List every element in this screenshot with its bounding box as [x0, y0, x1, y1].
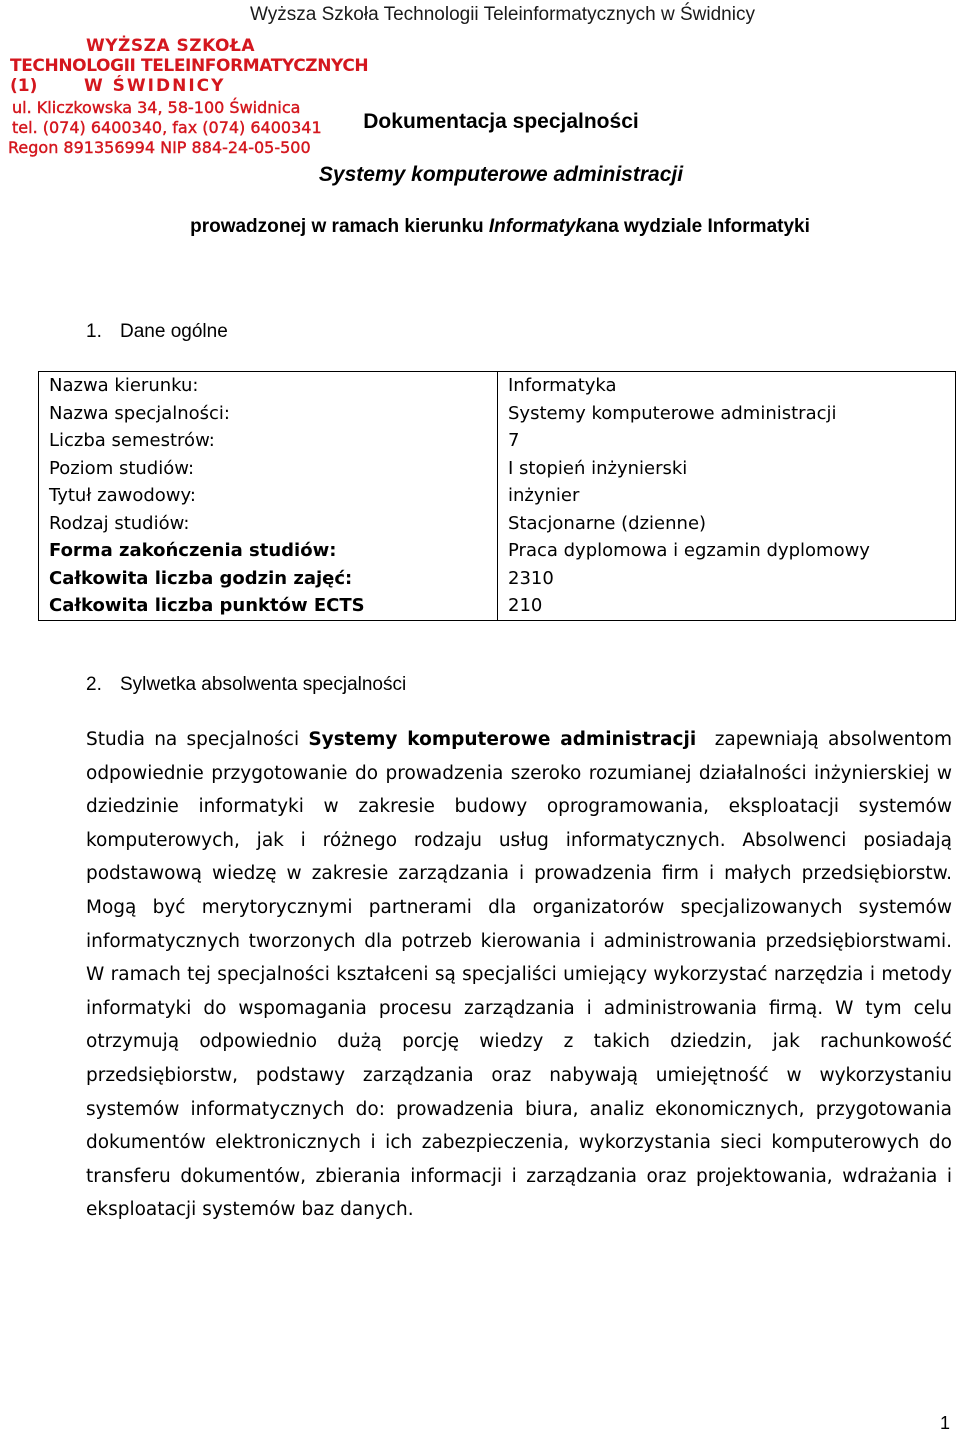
- row-value: Praca dyplomowa i egzamin dyplomowy: [498, 537, 956, 565]
- document-title: Dokumentacja specjalności: [363, 110, 639, 133]
- section-2-number: 2.: [86, 674, 102, 695]
- context-before: prowadzonej w ramach kierunku: [190, 216, 489, 237]
- specialty-title: Systemy komputerowe administracji: [318, 163, 684, 186]
- general-data-table: [38, 371, 956, 621]
- graduate-profile-paragraph: [86, 723, 958, 1227]
- stamp-line-3-prefix: (1): [10, 76, 38, 96]
- table-row: [39, 592, 956, 620]
- table-row: [39, 427, 956, 455]
- section-1-title: Dane ogólne: [120, 321, 228, 342]
- row-value: 210: [498, 592, 956, 620]
- row-label: Rodzaj studiów:: [49, 512, 190, 534]
- paragraph-specialty-name: Systemy komputerowe administracji: [308, 729, 697, 750]
- table-row: [39, 537, 956, 565]
- table-row: [39, 400, 956, 428]
- institution-stamp: [8, 36, 369, 160]
- row-label: Całkowita liczba punktów ECTS: [49, 595, 365, 617]
- context-line: [0, 216, 960, 238]
- running-header: Wyższa Szkoła Technologii Teleinformatycznych w Świdnicy: [250, 4, 755, 25]
- table-row: [39, 482, 956, 510]
- context-field: Informatyka: [488, 216, 597, 237]
- row-value: Informatyka: [498, 372, 956, 400]
- stamp-line-5: tel. (074) 6400340, fax (074) 6400341: [12, 118, 322, 137]
- row-value: inżynier: [498, 482, 956, 510]
- page-number: 1: [940, 1413, 951, 1433]
- stamp-line-2: TECHNOLOGII TELEINFORMATYCZNYCH: [10, 56, 369, 76]
- row-label: Nazwa specjalności:: [49, 402, 230, 424]
- row-label: Liczba semestrów:: [49, 430, 215, 452]
- stamp-line-1: WYŻSZA SZKOŁA: [86, 36, 256, 56]
- row-label: Nazwa kierunku:: [49, 375, 199, 397]
- row-label: Forma zakończenia studiów:: [49, 540, 337, 562]
- row-label: Całkowita liczba godzin zajęć:: [49, 567, 353, 589]
- row-value: Systemy komputerowe administracji: [498, 400, 956, 428]
- section-2-heading: [86, 674, 406, 696]
- stamp-line-4: ul. Kliczkowska 34, 58-100 Świdnica: [12, 98, 301, 117]
- row-value: I stopień inżynierski: [498, 455, 956, 483]
- row-label: Tytuł zawodowy:: [49, 485, 196, 507]
- section-1-heading: [86, 321, 228, 343]
- section-2-title: Sylwetka absolwenta specjalności: [120, 674, 407, 695]
- paragraph-body: zapewniają absolwentom odpowiednie przygotowanie do prowadzenia szeroko rozumianej działalności inżynierskiej w dziedzinie informatyki w zakresie budowy oprogramowania, eksploatacji systemów komputerowych, jak i różnego rodzaju usług informatycznych. Absolwenci posiadają podstawową wiedzę w zakresie zarządzania i prowadzenia firm i małych przedsiębiorstw. Mogą być merytorycznymi partnerami dla organizatorów specjalizowanych systemów informatycznych tworzonych dla potrzeb kierowania i administrowania przedsiębiorstwami. W ramach tej specjalności kształceni są specjaliści umiejący wykorzystać narzędzia i metody informatyki do wspomagania procesu zarządzania i administrowania firmą. W tym celu otrzymują odpowiednio dużą porcję wiedzy z takich dziedzin, jak rachunkowość przedsiębiorstw, podstawy zarządzania oraz nabywają umiejętność w wykorzystaniu systemów informatycznych do: prowadzenia biura, analiz ekonomicznych, przygotowania dokumentów elektronicznych i ich zabezpieczenia, wykorzystania sieci komputerowych do transferu dokumentów, zbierania informacji i zarządzania oraz projektowania, wdrażania i eksploatacji systemów baz danych.: [86, 729, 958, 1221]
- table-row: [39, 565, 956, 593]
- paragraph-start: Studia na specjalności: [86, 729, 309, 750]
- section-1-number: 1.: [86, 321, 102, 342]
- row-value: 2310: [498, 565, 956, 593]
- row-value: 7: [498, 427, 956, 455]
- stamp-line-6: Regon 891356994 NIP 884-24-05-500: [8, 138, 311, 157]
- table-row: [39, 455, 956, 483]
- table-row: [39, 510, 956, 538]
- context-after: na wydziale Informatyki: [596, 216, 810, 237]
- row-value: Stacjonarne (dzienne): [498, 510, 956, 538]
- table-row: [39, 372, 956, 400]
- stamp-line-3: W ŚWIDNICY: [84, 76, 226, 96]
- row-label: Poziom studiów:: [49, 457, 195, 479]
